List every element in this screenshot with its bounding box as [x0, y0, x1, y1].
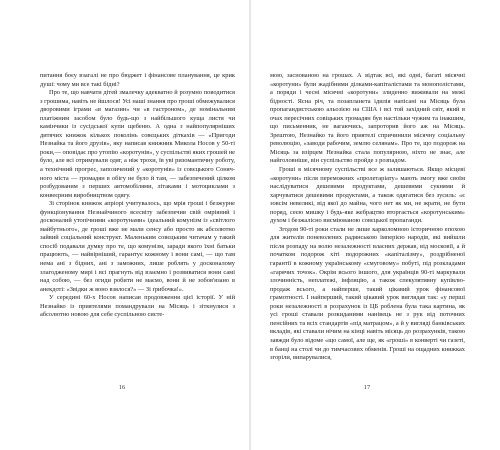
paragraph: Зі сторінок книжок апріорі учитувалось, що мрія гроші і безжурне функціонування Незнайчиного всесвіту забезпечив свій омріяний і досконалий утопічними «коротунами» ідеальний комунізм із «світлого майбутнього», де гроші вже не мали сенсу або просто як абсолютно зайвий соціальний конструкт. Маленьким совєцьким читачам у такий спосіб подавали думку про те, що комунізм, заради якого їхні батьки працюють, — найвірніший, гарантує кожному і вони самі, — що там нема ані з бідних, ані з заможних, лише роблять у досконалому злагодженому мирі і всі прагнуть від взаємно і розвиватися вони самі над собою, — без огиди робити не маємо, вони й не зобов'язано в анекдоті: «Звідки ж воно взялося?» — Зі ґрибочка!».: [40, 200, 235, 293]
page-number-left: 16: [118, 384, 126, 391]
paragraph: Про те, що навчати дітей змалечку адекватно й розумно поводитися з грошима, навіть не йшлося! Усі наші знання про гроші обмежувалися дворовими іграми «в магазин» чи «в гастроном», де номінальним платіжним засобом було будь-що з найбільшого куща листя чи камінчики із сусідської купи щебеню. А одна з найпопулярніших дитячих книжок кількох поколінь совєцьких діткахів — «Пригоди Незнайка та його друзів», яку написав книжник Микола Носов у 50-ті роки,— оповідає про утопію «коротунів», у суспільстві яких грошей не було, але всі отримували одяг, а ніж трохи, їв уві ризомантичну роботу, а технічний прогрес, запозичений у «коротунів» із совєцького Сонячного міста — громадян в обігу не було й там, — забезпечений цілком розбудованим з перших автомобілями, літаками і мотоциклами з конвеєрним виробництвом одягу.: [40, 89, 235, 199]
paragraph: Згодом 90-ті роки стали не лише карколомною історичною епохою для жителів поневолених радянською імперією народів, які вийшли після розпаду на волю незалежності власних держав, від московії, а й початком подорож хіті подорожних «капіталізму», роздрібненої гарантії в кожному українському «смуговому» побуті, під розкладами «гарячих точок». Окрім всього іншого, для українців 90-ті маркували злочинність, неплатежі, інфляцію, а також спекулятивну купівлю-продаж всього, а найперше, такий цікавий урок фінансової грамотності. І найперший, такий цікавий урок виглядав так: «у перші роки незалежності в розрахунок із ЦБ роблена була така картина, як усі гроші ставали розкиданими нанівець не з рук від поточних пенсійних та всіх стандартів «під матрацом», а й у вигляді банківських вкладів, які ставали нічим на кінці навіть місяць до розрахунків, такою завжди було відоме «що самої, але ще, як «гроші» в конверті чи газеті, в банці на столі чи до тимчасових обменів. Гроші на ощадних книжках згоріли, випарувалися,: [270, 225, 465, 362]
page-number-right: 17: [363, 384, 371, 391]
right-page-text: [270, 72, 465, 363]
right-page: [250, 0, 500, 450]
paragraph: мою, заснованою на грошах. А відтак всі, які одні, багаті місячні «коротуни» були жадібними ділками-капіталістами та монополістами, а поряди і чесні місячні «коротуни» злиденно виживали на межі бідності. Ясна річ, та позапланета ідилія напісані на Місяць була пропагандистською альозією на США і всі той західний світ, який в очах пересічних совіцьких громадян був настільки чужим та інакшим, що письменник, не вагаючись, запроторив його аж на Місяць. Зрештою, Незнайко та його приятелі спричинили місячну соціальну революцію, «заводи рабочим, землю селянам». Про те, що подорож на Місяць за взірцем Незнайка стала популярною, ніхто не знає, але найголовніше, він суспільство пройде з розпадом.: [270, 72, 465, 165]
paragraph: Гроші в місячному суспільстві все ж залишаються. Якщо місцеві «коротуни» після переможних «пролетаріату» мають змогу вже своїм наслідуватися дешевими продуктами, дешевими сукнями й харчуватися дешевими продуктами, а також одягатися без зусиль: «є зовсім невеликі, від якої до майна, чого нет як ми, не жрати, не бути поряд, сеєю мишку і будь-яке жебрацтво вторгається «коротунським» духом і безжалісно висміюваною совєцької пропаганди.: [270, 166, 465, 225]
paragraph: У середині 60-х Носов написав продовження цієї історії. У ній Незнайко із приятелями помандрували на Місяць і зіткнулися з абсолютно новою для себе суспільною систе-: [40, 294, 235, 319]
paragraph: питання боєу взагалі не про бюджет і фінансове планування, це крик душі: чому ми все такі бідні?: [40, 72, 235, 88]
left-page-text: [40, 72, 235, 320]
